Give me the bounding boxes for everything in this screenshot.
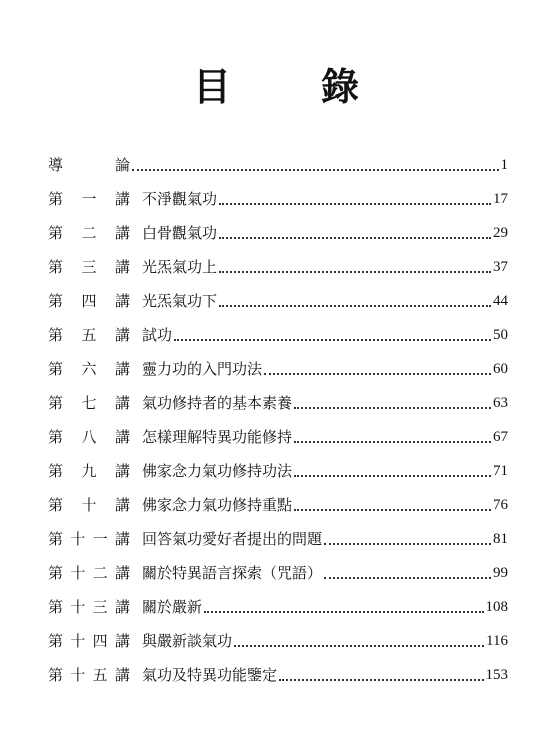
toc-entry-lecture: 第 四 講	[48, 292, 130, 310]
toc-entry[interactable]	[48, 446, 508, 480]
dot-leader	[294, 406, 491, 409]
toc-entry[interactable]	[48, 310, 508, 344]
toc-entry-page: 81	[493, 531, 508, 547]
toc-entry[interactable]	[48, 344, 508, 378]
dot-leader	[219, 236, 491, 239]
toc-entry-lecture: 第 六 講	[48, 360, 130, 378]
toc-entry-title: 試功	[142, 326, 173, 344]
toc-entry-page: 67	[493, 429, 508, 445]
toc-entry-lecture: 第 八 講	[48, 428, 130, 446]
toc-entry-lecture: 第 十 講	[48, 496, 130, 514]
toc-entry-lecture: 第 五 講	[48, 326, 130, 344]
toc-entry-title: 氣功修持者的基本素養	[142, 394, 293, 412]
toc-entry-page: 50	[493, 327, 508, 343]
toc-entry-lecture: 第 二 講	[48, 224, 130, 242]
toc-entry[interactable]	[48, 548, 508, 582]
toc-entry[interactable]	[48, 514, 508, 548]
toc-entry-lecture: 導 論	[48, 156, 130, 174]
toc-entry-page: 76	[493, 497, 508, 513]
toc-entry-title: 光炁氣功下	[142, 292, 218, 310]
toc-entry-title: 氣功及特異功能鑒定	[142, 666, 278, 684]
toc-entry-lecture: 第 十 四 講	[48, 632, 130, 650]
dot-leader	[324, 542, 491, 545]
dot-leader	[294, 440, 491, 443]
toc-entry-lecture: 第 十 三 講	[48, 598, 130, 616]
dot-leader	[294, 508, 491, 511]
toc-entry[interactable]	[48, 412, 508, 446]
toc-entry-page: 108	[485, 599, 508, 615]
table-of-contents	[48, 140, 508, 684]
dot-leader	[294, 474, 491, 477]
toc-entry-lecture: 第 十 二 講	[48, 564, 130, 582]
toc-entry-page: 153	[485, 667, 508, 683]
dot-leader	[174, 338, 491, 341]
toc-entry[interactable]	[48, 582, 508, 616]
toc-entry-title: 關於嚴新	[142, 598, 203, 616]
toc-entry-title: 佛家念力氣功修持重點	[142, 496, 293, 514]
dot-leader	[324, 576, 491, 579]
dot-leader	[219, 304, 491, 307]
toc-entry-lecture: 第 三 講	[48, 258, 130, 276]
toc-entry[interactable]	[48, 242, 508, 276]
toc-entry-page: 63	[493, 395, 508, 411]
toc-entry-page: 44	[493, 293, 508, 309]
dot-leader	[204, 610, 483, 613]
toc-entry[interactable]	[48, 616, 508, 650]
toc-entry-title: 白骨觀氣功	[142, 224, 218, 242]
dot-leader	[219, 202, 491, 205]
toc-entry-lecture: 第 九 講	[48, 462, 130, 480]
dot-leader	[264, 372, 491, 375]
dot-leader	[234, 644, 484, 647]
toc-entry-title: 靈力功的入門功法	[142, 360, 263, 378]
toc-entry[interactable]	[48, 650, 508, 684]
toc-entry-page: 17	[493, 191, 508, 207]
toc-entry-title: 怎樣理解特異功能修持	[142, 428, 293, 446]
toc-entry[interactable]	[48, 174, 508, 208]
toc-entry-lecture: 第 十 五 講	[48, 666, 130, 684]
toc-entry-title: 不淨觀氣功	[142, 190, 218, 208]
toc-entry-page: 99	[493, 565, 508, 581]
toc-entry-title: 回答氣功愛好者提出的問題	[142, 530, 323, 548]
toc-entry-title: 關於特異語言探索（咒語）	[142, 564, 323, 582]
toc-entry-title: 光炁氣功上	[142, 258, 218, 276]
toc-entry[interactable]	[48, 140, 508, 174]
toc-entry-title: 與嚴新談氣功	[142, 632, 233, 650]
toc-entry-page: 60	[493, 361, 508, 377]
toc-entry[interactable]	[48, 480, 508, 514]
dot-leader	[279, 678, 483, 681]
toc-entry-title: 佛家念力氣功修持功法	[142, 462, 293, 480]
page-title: 目 錄	[192, 64, 385, 109]
toc-entry-page: 29	[493, 225, 508, 241]
toc-entry-page: 71	[493, 463, 508, 479]
toc-entry-page: 1	[500, 157, 508, 173]
dot-leader	[132, 168, 499, 171]
toc-entry-page: 37	[493, 259, 508, 275]
toc-entry-lecture: 第 十 一 講	[48, 530, 130, 548]
toc-entry-page: 116	[486, 633, 508, 649]
toc-entry[interactable]	[48, 276, 508, 310]
toc-entry-lecture: 第 一 講	[48, 190, 130, 208]
dot-leader	[219, 270, 491, 273]
toc-entry-lecture: 第 七 講	[48, 394, 130, 412]
toc-entry[interactable]	[48, 378, 508, 412]
toc-entry[interactable]	[48, 208, 508, 242]
